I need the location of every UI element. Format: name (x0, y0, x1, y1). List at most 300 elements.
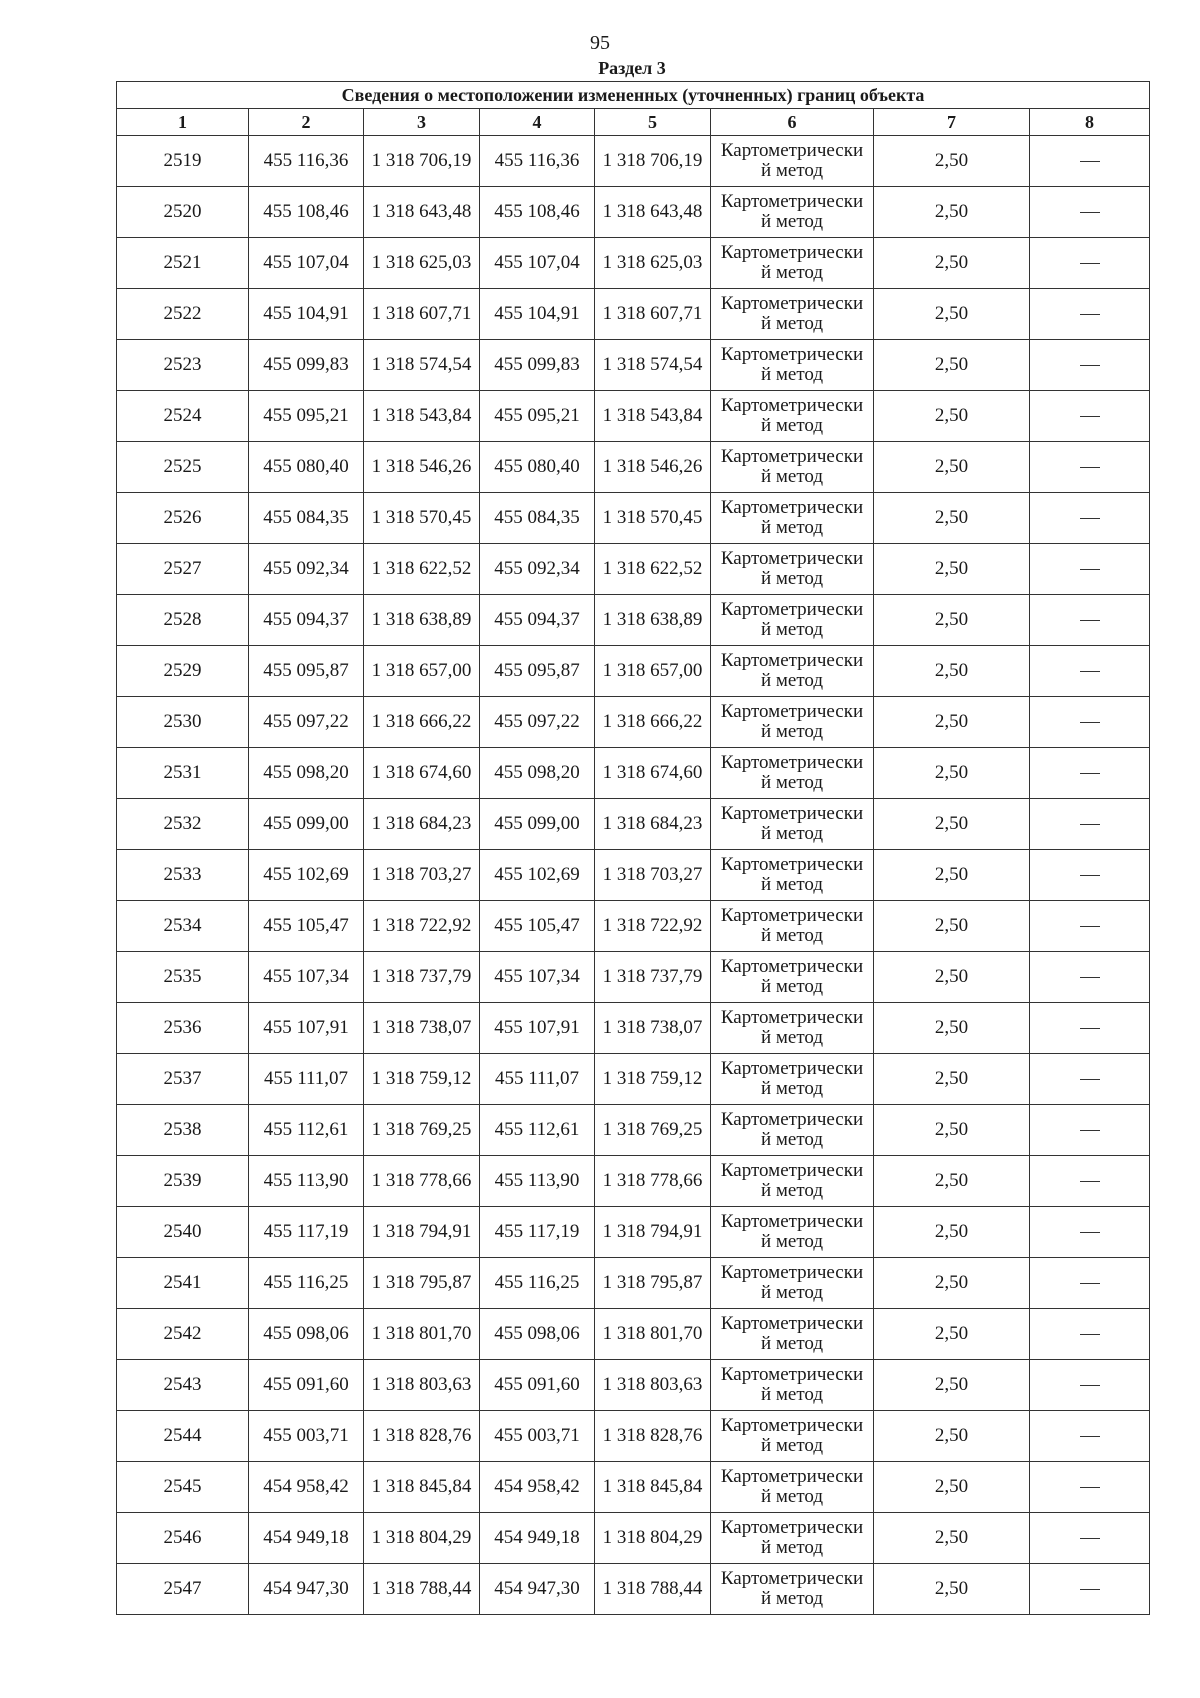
x-existing-cell: 455 111,07 (249, 1054, 364, 1105)
dash-mark (1080, 416, 1100, 417)
method-text-line1: Картометрически (720, 905, 864, 926)
x-existing-cell: 455 107,34 (249, 952, 364, 1003)
table-row (117, 1564, 1150, 1615)
accuracy-cell: 2,50 (874, 901, 1030, 952)
accuracy-cell: 2,50 (874, 697, 1030, 748)
x-existing-cell: 455 099,83 (249, 340, 364, 391)
point-number-cell: 2530 (117, 697, 249, 748)
x-existing-cell: 455 098,20 (249, 748, 364, 799)
method-text-line2: й метод (760, 160, 824, 181)
description-cell (1030, 1003, 1150, 1054)
accuracy-cell: 2,50 (874, 1411, 1030, 1462)
dash-mark (1080, 977, 1100, 978)
method-text-line2: й метод (760, 1333, 824, 1354)
method-cell (711, 1411, 874, 1462)
table-row (117, 391, 1150, 442)
accuracy-cell: 2,50 (874, 748, 1030, 799)
point-number-cell: 2544 (117, 1411, 249, 1462)
y-existing-cell: 1 318 638,89 (364, 595, 480, 646)
y-existing-cell: 1 318 622,52 (364, 544, 480, 595)
description-cell (1030, 1360, 1150, 1411)
x-new-cell: 455 098,06 (480, 1309, 595, 1360)
point-number-cell: 2531 (117, 748, 249, 799)
dash-mark (1080, 365, 1100, 366)
description-cell (1030, 391, 1150, 442)
dash-mark (1080, 926, 1100, 927)
x-new-cell: 454 947,30 (480, 1564, 595, 1615)
method-text-line1: Картометрически (720, 1364, 864, 1385)
method-text-line1: Картометрически (720, 293, 864, 314)
point-number-cell: 2540 (117, 1207, 249, 1258)
description-cell (1030, 136, 1150, 187)
method-cell (711, 1207, 874, 1258)
y-new-cell: 1 318 674,60 (595, 748, 711, 799)
dash-mark (1080, 1079, 1100, 1080)
x-existing-cell: 455 104,91 (249, 289, 364, 340)
accuracy-cell: 2,50 (874, 442, 1030, 493)
table-row (117, 493, 1150, 544)
x-new-cell: 455 102,69 (480, 850, 595, 901)
x-existing-cell: 455 097,22 (249, 697, 364, 748)
method-cell (711, 1360, 874, 1411)
x-existing-cell: 455 107,91 (249, 1003, 364, 1054)
method-cell (711, 544, 874, 595)
x-new-cell: 455 108,46 (480, 187, 595, 238)
method-text-line1: Картометрически (720, 1160, 864, 1181)
x-existing-cell: 455 099,00 (249, 799, 364, 850)
description-cell (1030, 1462, 1150, 1513)
y-new-cell: 1 318 828,76 (595, 1411, 711, 1462)
x-new-cell: 455 107,04 (480, 238, 595, 289)
method-cell (711, 136, 874, 187)
method-cell (711, 850, 874, 901)
y-existing-cell: 1 318 795,87 (364, 1258, 480, 1309)
y-new-cell: 1 318 574,54 (595, 340, 711, 391)
method-cell (711, 187, 874, 238)
method-text-line1: Картометрически (720, 1415, 864, 1436)
y-existing-cell: 1 318 657,00 (364, 646, 480, 697)
method-text-line1: Картометрически (720, 854, 864, 875)
y-new-cell: 1 318 666,22 (595, 697, 711, 748)
description-cell (1030, 238, 1150, 289)
y-existing-cell: 1 318 543,84 (364, 391, 480, 442)
dash-mark (1080, 263, 1100, 264)
description-cell (1030, 1564, 1150, 1615)
method-text-line1: Картометрически (720, 242, 864, 263)
method-text-line2: й метод (760, 721, 824, 742)
table-row (117, 1309, 1150, 1360)
description-cell (1030, 1309, 1150, 1360)
x-new-cell: 455 111,07 (480, 1054, 595, 1105)
dash-mark (1080, 875, 1100, 876)
method-text-line2: й метод (760, 466, 824, 487)
y-new-cell: 1 318 570,45 (595, 493, 711, 544)
method-text-line1: Картометрически (720, 650, 864, 671)
y-existing-cell: 1 318 803,63 (364, 1360, 480, 1411)
point-number-cell: 2522 (117, 289, 249, 340)
y-new-cell: 1 318 706,19 (595, 136, 711, 187)
method-text-line2: й метод (760, 313, 824, 334)
table-row (117, 1207, 1150, 1258)
y-existing-cell: 1 318 801,70 (364, 1309, 480, 1360)
x-existing-cell: 455 094,37 (249, 595, 364, 646)
method-text-line2: й метод (760, 1282, 824, 1303)
method-text-line1: Картометрически (720, 1007, 864, 1028)
x-existing-cell: 454 958,42 (249, 1462, 364, 1513)
accuracy-cell: 2,50 (874, 187, 1030, 238)
method-cell (711, 1156, 874, 1207)
accuracy-cell: 2,50 (874, 1360, 1030, 1411)
x-existing-cell: 455 084,35 (249, 493, 364, 544)
method-cell (711, 1258, 874, 1309)
method-text-line1: Картометрически (720, 191, 864, 212)
y-new-cell: 1 318 625,03 (595, 238, 711, 289)
accuracy-cell: 2,50 (874, 544, 1030, 595)
y-existing-cell: 1 318 706,19 (364, 136, 480, 187)
table-caption: Сведения о местоположении измененных (уточненных) границ объекта (117, 82, 1150, 109)
y-existing-cell: 1 318 794,91 (364, 1207, 480, 1258)
y-existing-cell: 1 318 804,29 (364, 1513, 480, 1564)
description-cell (1030, 1513, 1150, 1564)
dash-mark (1080, 1130, 1100, 1131)
method-text-line1: Картометрически (720, 599, 864, 620)
accuracy-cell: 2,50 (874, 391, 1030, 442)
method-text-line2: й метод (760, 874, 824, 895)
dash-mark (1080, 1283, 1100, 1284)
method-text-line2: й метод (760, 568, 824, 589)
x-existing-cell: 455 108,46 (249, 187, 364, 238)
x-new-cell: 455 099,83 (480, 340, 595, 391)
x-existing-cell: 455 091,60 (249, 1360, 364, 1411)
y-existing-cell: 1 318 570,45 (364, 493, 480, 544)
dash-mark (1080, 773, 1100, 774)
x-new-cell: 455 104,91 (480, 289, 595, 340)
y-new-cell: 1 318 788,44 (595, 1564, 711, 1615)
y-new-cell: 1 318 737,79 (595, 952, 711, 1003)
description-cell (1030, 748, 1150, 799)
point-number-cell: 2519 (117, 136, 249, 187)
x-existing-cell: 455 117,19 (249, 1207, 364, 1258)
point-number-cell: 2538 (117, 1105, 249, 1156)
dash-mark (1080, 1385, 1100, 1386)
y-existing-cell: 1 318 546,26 (364, 442, 480, 493)
method-text-line1: Картометрически (720, 803, 864, 824)
method-cell (711, 391, 874, 442)
accuracy-cell: 2,50 (874, 1156, 1030, 1207)
table-row (117, 799, 1150, 850)
dash-mark (1080, 212, 1100, 213)
description-cell (1030, 340, 1150, 391)
y-new-cell: 1 318 643,48 (595, 187, 711, 238)
dash-mark (1080, 1487, 1100, 1488)
x-new-cell: 455 097,22 (480, 697, 595, 748)
description-cell (1030, 952, 1150, 1003)
y-new-cell: 1 318 845,84 (595, 1462, 711, 1513)
x-existing-cell: 454 949,18 (249, 1513, 364, 1564)
method-text-line1: Картометрически (720, 1109, 864, 1130)
y-new-cell: 1 318 778,66 (595, 1156, 711, 1207)
y-existing-cell: 1 318 722,92 (364, 901, 480, 952)
y-new-cell: 1 318 657,00 (595, 646, 711, 697)
table-row (117, 340, 1150, 391)
method-text-line2: й метод (760, 1027, 824, 1048)
description-cell (1030, 799, 1150, 850)
method-cell (711, 340, 874, 391)
point-number-cell: 2537 (117, 1054, 249, 1105)
table-row (117, 1258, 1150, 1309)
y-existing-cell: 1 318 778,66 (364, 1156, 480, 1207)
y-existing-cell: 1 318 574,54 (364, 340, 480, 391)
y-existing-cell: 1 318 737,79 (364, 952, 480, 1003)
accuracy-cell: 2,50 (874, 1564, 1030, 1615)
x-existing-cell: 455 107,04 (249, 238, 364, 289)
table-row (117, 1105, 1150, 1156)
method-text-line1: Картометрически (720, 1517, 864, 1538)
method-text-line2: й метод (760, 1231, 824, 1252)
point-number-cell: 2546 (117, 1513, 249, 1564)
description-cell (1030, 1411, 1150, 1462)
method-text-line1: Картометрически (720, 548, 864, 569)
method-text-line2: й метод (760, 619, 824, 640)
method-cell (711, 901, 874, 952)
method-cell (711, 748, 874, 799)
dash-mark (1080, 824, 1100, 825)
point-number-cell: 2521 (117, 238, 249, 289)
point-number-cell: 2542 (117, 1309, 249, 1360)
table-row (117, 595, 1150, 646)
method-text-line2: й метод (760, 262, 824, 283)
dash-mark (1080, 1436, 1100, 1437)
point-number-cell: 2536 (117, 1003, 249, 1054)
y-existing-cell: 1 318 759,12 (364, 1054, 480, 1105)
method-text-line2: й метод (760, 1180, 824, 1201)
description-cell (1030, 493, 1150, 544)
method-cell (711, 1054, 874, 1105)
method-text-line1: Картометрически (720, 1262, 864, 1283)
table-row (117, 187, 1150, 238)
point-number-cell: 2533 (117, 850, 249, 901)
method-cell (711, 952, 874, 1003)
x-existing-cell: 455 003,71 (249, 1411, 364, 1462)
table-body (117, 136, 1150, 1615)
method-text-line2: й метод (760, 364, 824, 385)
method-text-line1: Картометрически (720, 1466, 864, 1487)
description-cell (1030, 850, 1150, 901)
accuracy-cell: 2,50 (874, 1003, 1030, 1054)
accuracy-cell: 2,50 (874, 493, 1030, 544)
method-text-line2: й метод (760, 415, 824, 436)
y-new-cell: 1 318 759,12 (595, 1054, 711, 1105)
x-new-cell: 455 092,34 (480, 544, 595, 595)
y-new-cell: 1 318 794,91 (595, 1207, 711, 1258)
method-text-line2: й метод (760, 1384, 824, 1405)
y-existing-cell: 1 318 788,44 (364, 1564, 480, 1615)
dash-mark (1080, 1028, 1100, 1029)
method-text-line1: Картометрически (720, 752, 864, 773)
y-new-cell: 1 318 703,27 (595, 850, 711, 901)
y-existing-cell: 1 318 845,84 (364, 1462, 480, 1513)
table-row (117, 697, 1150, 748)
table-row (117, 1003, 1150, 1054)
table-row (117, 1054, 1150, 1105)
dash-mark (1080, 620, 1100, 621)
accuracy-cell: 2,50 (874, 136, 1030, 187)
method-text-line2: й метод (760, 1537, 824, 1558)
x-existing-cell: 455 080,40 (249, 442, 364, 493)
method-text-line2: й метод (760, 517, 824, 538)
x-new-cell: 455 107,34 (480, 952, 595, 1003)
method-text-line2: й метод (760, 1129, 824, 1150)
x-existing-cell: 455 105,47 (249, 901, 364, 952)
method-cell (711, 289, 874, 340)
method-text-line2: й метод (760, 925, 824, 946)
y-existing-cell: 1 318 666,22 (364, 697, 480, 748)
column-number: 4 (480, 109, 595, 136)
method-cell (711, 1003, 874, 1054)
y-existing-cell: 1 318 703,27 (364, 850, 480, 901)
x-new-cell: 455 095,21 (480, 391, 595, 442)
x-new-cell: 455 117,19 (480, 1207, 595, 1258)
point-number-cell: 2523 (117, 340, 249, 391)
method-text-line2: й метод (760, 1435, 824, 1456)
x-new-cell: 455 116,25 (480, 1258, 595, 1309)
x-existing-cell: 455 095,87 (249, 646, 364, 697)
x-existing-cell: 455 095,21 (249, 391, 364, 442)
x-existing-cell: 454 947,30 (249, 1564, 364, 1615)
point-number-cell: 2547 (117, 1564, 249, 1615)
point-number-cell: 2541 (117, 1258, 249, 1309)
x-new-cell: 455 094,37 (480, 595, 595, 646)
y-new-cell: 1 318 543,84 (595, 391, 711, 442)
accuracy-cell: 2,50 (874, 1054, 1030, 1105)
method-text-line1: Картометрически (720, 446, 864, 467)
method-cell (711, 595, 874, 646)
table-row (117, 1411, 1150, 1462)
column-number: 3 (364, 109, 480, 136)
section-title: Раздел 3 (598, 58, 666, 78)
y-new-cell: 1 318 804,29 (595, 1513, 711, 1564)
dash-mark (1080, 467, 1100, 468)
point-number-cell: 2525 (117, 442, 249, 493)
y-new-cell: 1 318 622,52 (595, 544, 711, 595)
column-number: 6 (711, 109, 874, 136)
method-cell (711, 799, 874, 850)
point-number-cell: 2529 (117, 646, 249, 697)
table-row (117, 1360, 1150, 1411)
method-cell (711, 1564, 874, 1615)
accuracy-cell: 2,50 (874, 1462, 1030, 1513)
column-number: 7 (874, 109, 1030, 136)
table-row (117, 901, 1150, 952)
y-existing-cell: 1 318 643,48 (364, 187, 480, 238)
dash-mark (1080, 518, 1100, 519)
table-row (117, 748, 1150, 799)
y-existing-cell: 1 318 828,76 (364, 1411, 480, 1462)
page-number: 95 (590, 32, 610, 54)
x-new-cell: 455 099,00 (480, 799, 595, 850)
y-new-cell: 1 318 769,25 (595, 1105, 711, 1156)
description-cell (1030, 646, 1150, 697)
description-cell (1030, 697, 1150, 748)
y-existing-cell: 1 318 674,60 (364, 748, 480, 799)
y-existing-cell: 1 318 738,07 (364, 1003, 480, 1054)
x-existing-cell: 455 112,61 (249, 1105, 364, 1156)
point-number-cell: 2520 (117, 187, 249, 238)
y-new-cell: 1 318 801,70 (595, 1309, 711, 1360)
accuracy-cell: 2,50 (874, 952, 1030, 1003)
x-existing-cell: 455 098,06 (249, 1309, 364, 1360)
method-cell (711, 1513, 874, 1564)
method-text-line2: й метод (760, 211, 824, 232)
accuracy-cell: 2,50 (874, 1513, 1030, 1564)
table-row (117, 646, 1150, 697)
description-cell (1030, 901, 1150, 952)
method-cell (711, 1105, 874, 1156)
x-new-cell: 454 949,18 (480, 1513, 595, 1564)
point-number-cell: 2545 (117, 1462, 249, 1513)
x-new-cell: 455 091,60 (480, 1360, 595, 1411)
column-number: 5 (595, 109, 711, 136)
point-number-cell: 2526 (117, 493, 249, 544)
point-number-cell: 2532 (117, 799, 249, 850)
accuracy-cell: 2,50 (874, 799, 1030, 850)
description-cell (1030, 442, 1150, 493)
coordinates-table (116, 81, 1150, 1615)
point-number-cell: 2535 (117, 952, 249, 1003)
x-new-cell: 455 080,40 (480, 442, 595, 493)
dash-mark (1080, 722, 1100, 723)
table-row (117, 289, 1150, 340)
description-cell (1030, 1054, 1150, 1105)
x-new-cell: 455 113,90 (480, 1156, 595, 1207)
method-text-line2: й метод (760, 1588, 824, 1609)
accuracy-cell: 2,50 (874, 1309, 1030, 1360)
accuracy-cell: 2,50 (874, 289, 1030, 340)
method-text-line2: й метод (760, 823, 824, 844)
accuracy-cell: 2,50 (874, 238, 1030, 289)
dash-mark (1080, 1334, 1100, 1335)
description-cell (1030, 1258, 1150, 1309)
y-existing-cell: 1 318 684,23 (364, 799, 480, 850)
table-caption-row (117, 82, 1150, 109)
y-new-cell: 1 318 795,87 (595, 1258, 711, 1309)
description-cell (1030, 187, 1150, 238)
x-new-cell: 455 003,71 (480, 1411, 595, 1462)
table-row (117, 952, 1150, 1003)
dash-mark (1080, 314, 1100, 315)
x-existing-cell: 455 113,90 (249, 1156, 364, 1207)
x-new-cell: 455 084,35 (480, 493, 595, 544)
x-new-cell: 455 095,87 (480, 646, 595, 697)
table-row (117, 136, 1150, 187)
method-cell (711, 697, 874, 748)
column-number: 1 (117, 109, 249, 136)
method-text-line2: й метод (760, 1078, 824, 1099)
dash-mark (1080, 1181, 1100, 1182)
point-number-cell: 2524 (117, 391, 249, 442)
y-new-cell: 1 318 684,23 (595, 799, 711, 850)
method-cell (711, 442, 874, 493)
method-text-line1: Картометрически (720, 497, 864, 518)
column-number-row (117, 109, 1150, 136)
dash-mark (1080, 161, 1100, 162)
x-existing-cell: 455 116,36 (249, 136, 364, 187)
column-number: 8 (1030, 109, 1150, 136)
y-existing-cell: 1 318 607,71 (364, 289, 480, 340)
description-cell (1030, 1156, 1150, 1207)
method-cell (711, 493, 874, 544)
accuracy-cell: 2,50 (874, 850, 1030, 901)
